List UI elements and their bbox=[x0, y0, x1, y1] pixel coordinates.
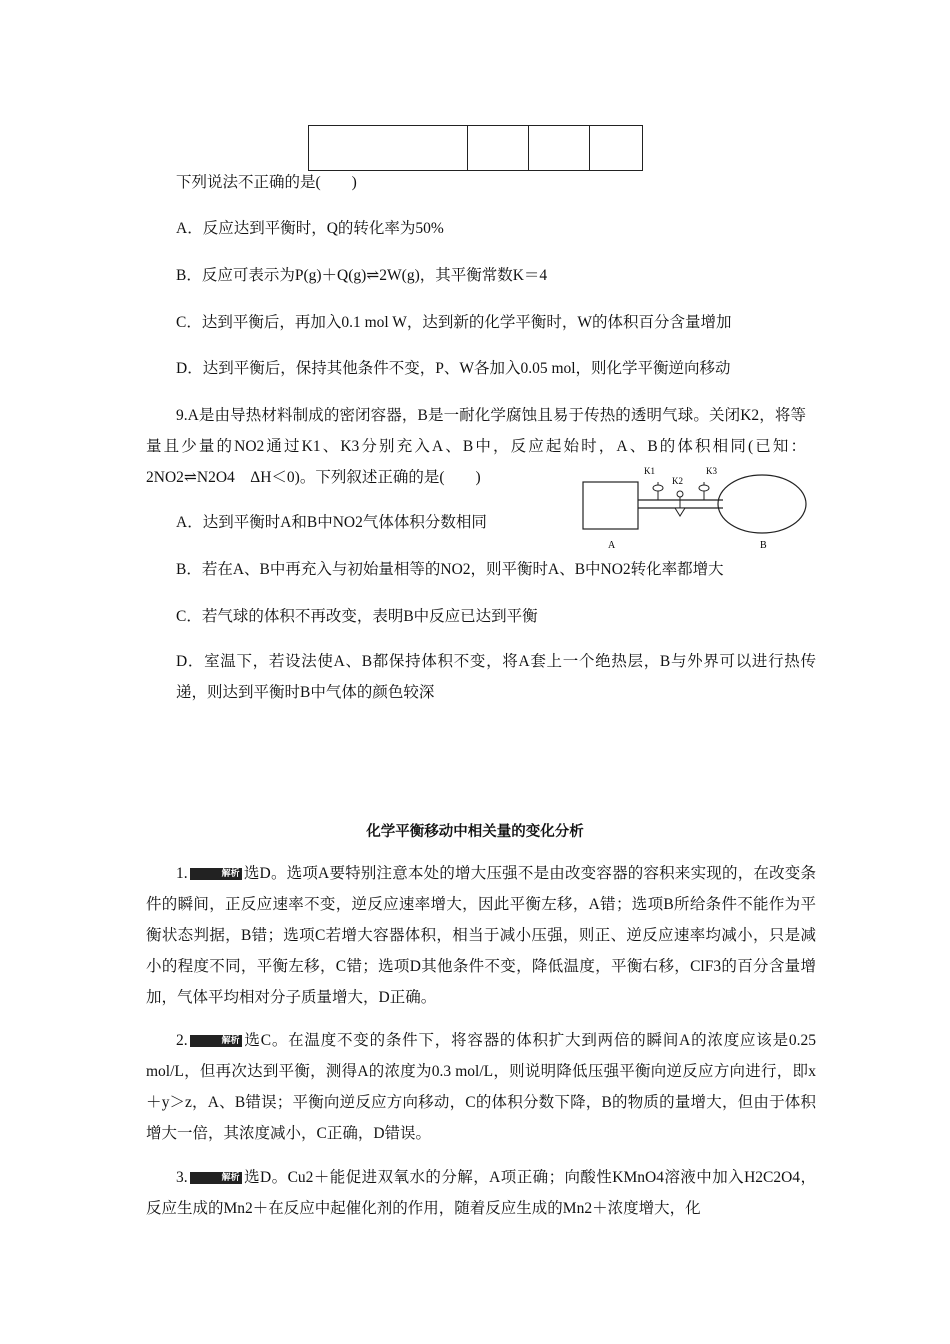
answer-number: 2. bbox=[176, 1032, 188, 1049]
balloon-b bbox=[718, 475, 806, 533]
answer-text: 选C。在温度不变的条件下，将容器的体积扩大到两倍的瞬间A的浓度应该是0.25 mol/L，但再次达到平衡，测得A的浓度为0.3 mol/L，则说明降低压强平衡向逆反应方向进行，即x＋y＞z，A、B错误；平衡向逆反应方向移动，C的体积分数下降，B的物质的量增大，但由于体积增大一倍，其浓度减小，C正确，D错误。 bbox=[146, 1032, 816, 1142]
q8-option-a: A．反应达到平衡时，Q的转化率为50% bbox=[176, 220, 444, 237]
answer-number: 3. bbox=[176, 1169, 188, 1186]
valve-k3 bbox=[699, 482, 709, 500]
answer-3 bbox=[146, 1162, 816, 1224]
analysis-tag: 解析 bbox=[190, 1172, 242, 1184]
q8-option-b: B．反应可表示为P(g)＋Q(g)⇌2W(g)，其平衡常数K＝4 bbox=[176, 267, 548, 284]
label-a: A bbox=[608, 540, 616, 551]
answer-text: 选D。Cu2＋能促进双氧水的分解，A项正确；向酸性KMnO4溶液中加入H2C2O4，反应生成的Mn2＋在反应中起催化剂的作用，随着反应生成的Mn2＋浓度增大，化 bbox=[146, 1169, 816, 1217]
analysis-tag: 解析 bbox=[190, 1035, 242, 1047]
data-table-fragment bbox=[308, 125, 643, 171]
answer-1 bbox=[146, 858, 816, 1013]
q8-stem: 下列说法不正确的是( ) bbox=[176, 174, 357, 191]
container-a bbox=[583, 482, 638, 529]
apparatus-diagram bbox=[578, 462, 808, 554]
q8-option-c: C．达到平衡后，再加入0.1 mol W，达到新的化学平衡时，W的体积百分含量增加 bbox=[176, 314, 732, 331]
label-b: B bbox=[760, 540, 767, 551]
q9-option-b: B．若在A、B中再充入与初始量相等的NO2，则平衡时A、B中NO2转化率都增大 bbox=[176, 561, 724, 578]
table-cell bbox=[590, 126, 643, 171]
label-k3: K3 bbox=[706, 466, 717, 476]
valve-k1 bbox=[653, 482, 663, 500]
q9-option-a: A．达到平衡时A和B中NO2气体体积分数相同 bbox=[176, 514, 487, 531]
table-cell bbox=[309, 126, 468, 171]
q9-option-c: C．若气球的体积不再改变，表明B中反应已达到平衡 bbox=[176, 608, 538, 625]
label-k1: K1 bbox=[644, 466, 655, 476]
answer-number: 1. bbox=[176, 865, 188, 882]
answer-section-title: 化学平衡移动中相关量的变化分析 bbox=[366, 824, 584, 840]
answer-2 bbox=[146, 1025, 816, 1149]
answer-text: 选D。选项A要特别注意本处的增大压强不是由改变容器的容积来实现的，在改变条件的瞬间，正反应速率不变，逆反应速率增大，因此平衡左移，A错；选项B所给条件不能作为平衡状态判据，B错；选项C若增大容器体积，相当于减小压强，则正、逆反应速率均减小，只是减小的程度不同，平衡左移，C错；选项D其他条件不变，降低温度，平衡右移，ClF3的百分含量增加，气体平均相对分子质量增大，D正确。 bbox=[146, 865, 816, 1006]
analysis-tag: 解析 bbox=[190, 868, 242, 880]
q9-stem: 9.A是由导热材料制成的密闭容器，B是一耐化学腐蚀且易于传热的透明气球。关闭K2，将等量且少量的NO2通过K1、K3分别充入A、B中，反应起始时，A、B的体积相同(已知：2NO2⇌N2O4 ΔH＜0)。下列叙述正确的是( ) bbox=[146, 407, 806, 486]
label-k2: K2 bbox=[672, 476, 683, 486]
q9-option-d: D．室温下，若设法使A、B都保持体积不变，将A套上一个绝热层，B与外界可以进行热传递，则达到平衡时B中气体的颜色较深 bbox=[176, 653, 816, 701]
q8-option-d: D．达到平衡后，保持其他条件不变，P、W各加入0.05 mol，则化学平衡逆向移动 bbox=[176, 360, 731, 377]
table-cell bbox=[529, 126, 590, 171]
valve-k2 bbox=[675, 491, 685, 516]
table-cell bbox=[468, 126, 529, 171]
